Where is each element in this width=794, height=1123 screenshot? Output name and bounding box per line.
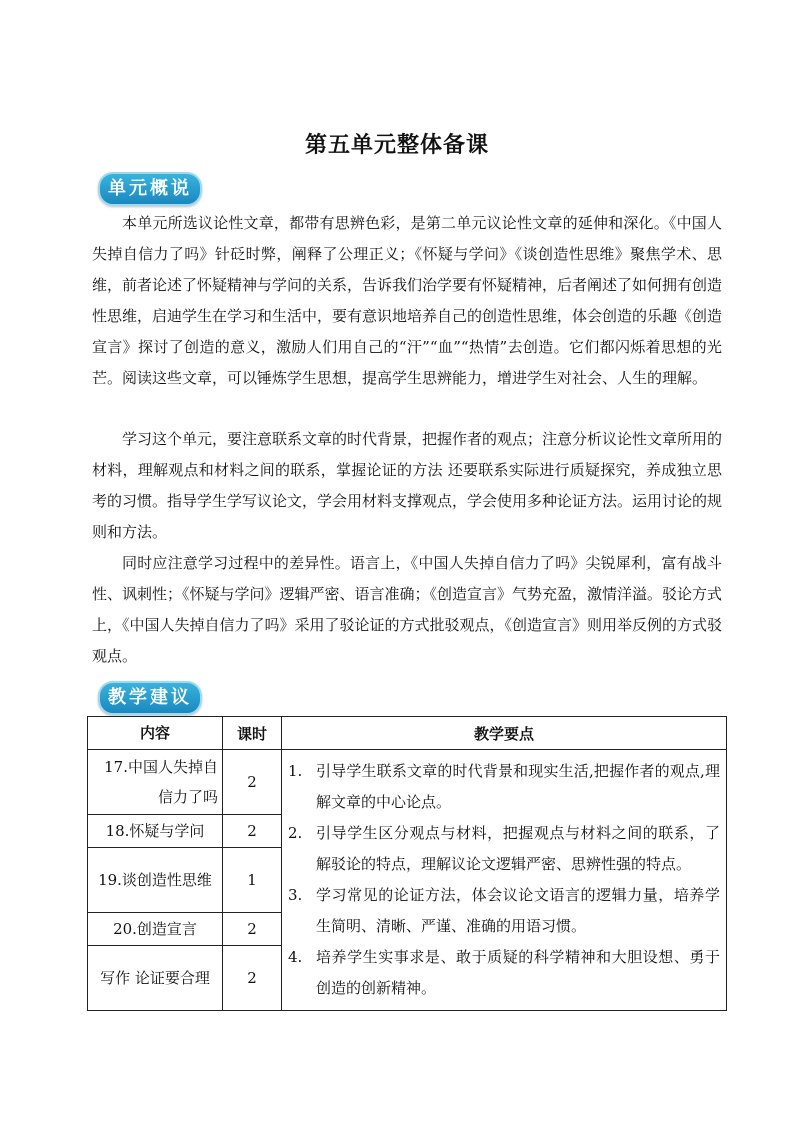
lesson-hours: 2 — [223, 913, 282, 946]
list-item — [286, 756, 720, 818]
lesson-hours: 2 — [223, 815, 282, 848]
lesson-content: 17.中国人失掉自信力了吗 — [88, 750, 223, 815]
header-key-points: 教学要点 — [282, 717, 727, 750]
paragraph-3: 同时应注意学习过程中的差异性。语言上，《中国人失掉自信力了吗》尖锐犀利，富有战斗性、讽刺性；《怀疑与学问》逻辑严密、语言准确；《创造宣言》气势充盈，激情洋溢。驳论方式上，《中国人失掉自信力了吗》采用了驳论证的方式批驳观点，《创造宣言》则用举反例的方式驳观点。 — [92, 554, 723, 665]
point-number: 3. — [288, 886, 303, 904]
point-text: 引导学生联系文章的时代背景和现实生活,把握作者的观点,理解文章的中心论点。 — [316, 762, 720, 811]
point-number: 1. — [288, 762, 303, 780]
point-text: 学习常见的论证方法，体会议论文语言的逻辑力量，培养学生简明、清晰、严谨、准确的用语习惯。 — [316, 886, 720, 935]
lesson-hours: 2 — [223, 945, 282, 1010]
point-number: 2. — [288, 824, 303, 842]
page-title: 第五单元整体备课 — [304, 132, 489, 158]
table-row — [88, 750, 727, 815]
point-number: 4. — [288, 948, 303, 966]
teaching-plan-table — [87, 716, 727, 1011]
section-badge-teaching: 教学建议 — [98, 681, 202, 715]
list-item — [286, 942, 720, 1004]
header-content: 内容 — [88, 717, 223, 750]
lesson-content: 20.创造宣言 — [88, 913, 223, 946]
section-badge-overview: 单元概说 — [98, 172, 202, 206]
list-item — [286, 880, 720, 942]
paragraph-1: 本单元所选议论性文章，都带有思辨色彩，是第二单元议论性文章的延伸和深化。《中国人失掉自信力了吗》针砭时弊，阐释了公理正义；《怀疑与学问》《谈创造性思维》聚焦学术、思维，前者论述了怀疑精神与学问的关系，告诉我们治学要有怀疑精神，后者阐述了如何拥有创造性思维，启迪学生在学习和生活中，要有意识地培养自己的创造性思维，体会创造的乐趣《创造宣言》探讨了创造的意义，激励人们用自己的“汗”“血”“热情”去创造。它们都闪烁着思想的光芒。阅读这些文章，可以锤炼学生思想，提高学生思辨能力，增进学生对社会、人生的理解。 — [92, 214, 723, 387]
header-hours: 课时 — [223, 717, 282, 750]
point-text: 引导学生区分观点与材料，把握观点与材料之间的联系，了解驳论的特点，理解议论文逻辑严密、思辨性强的特点。 — [316, 824, 720, 873]
lesson-content: 写作 论证要合理 — [88, 945, 223, 1010]
paragraph-2: 学习这个单元，要注意联系文章的时代背景，把握作者的观点；注意分析议论性文章所用的材料，理解观点和材料之间的联系，掌握论证的方法 还要联系实际进行质疑探究，养成独立思考的习惯。指导学生学写议论文，学会用材料支撑观点，学会使用多种论证方法。运用讨论的规则和方法。 — [92, 430, 723, 541]
point-text: 培养学生实事求是、敢于质疑的科学精神和大胆设想、勇于创造的创新精神。 — [316, 948, 720, 997]
table-header-row — [88, 717, 727, 750]
list-item — [286, 818, 720, 880]
lesson-content: 19.谈创造性思维 — [88, 847, 223, 912]
key-points-cell — [282, 750, 727, 1011]
lesson-hours: 1 — [223, 847, 282, 912]
lesson-content: 18.怀疑与学问 — [88, 815, 223, 848]
key-points-list — [286, 756, 720, 1004]
lesson-hours: 2 — [223, 750, 282, 815]
